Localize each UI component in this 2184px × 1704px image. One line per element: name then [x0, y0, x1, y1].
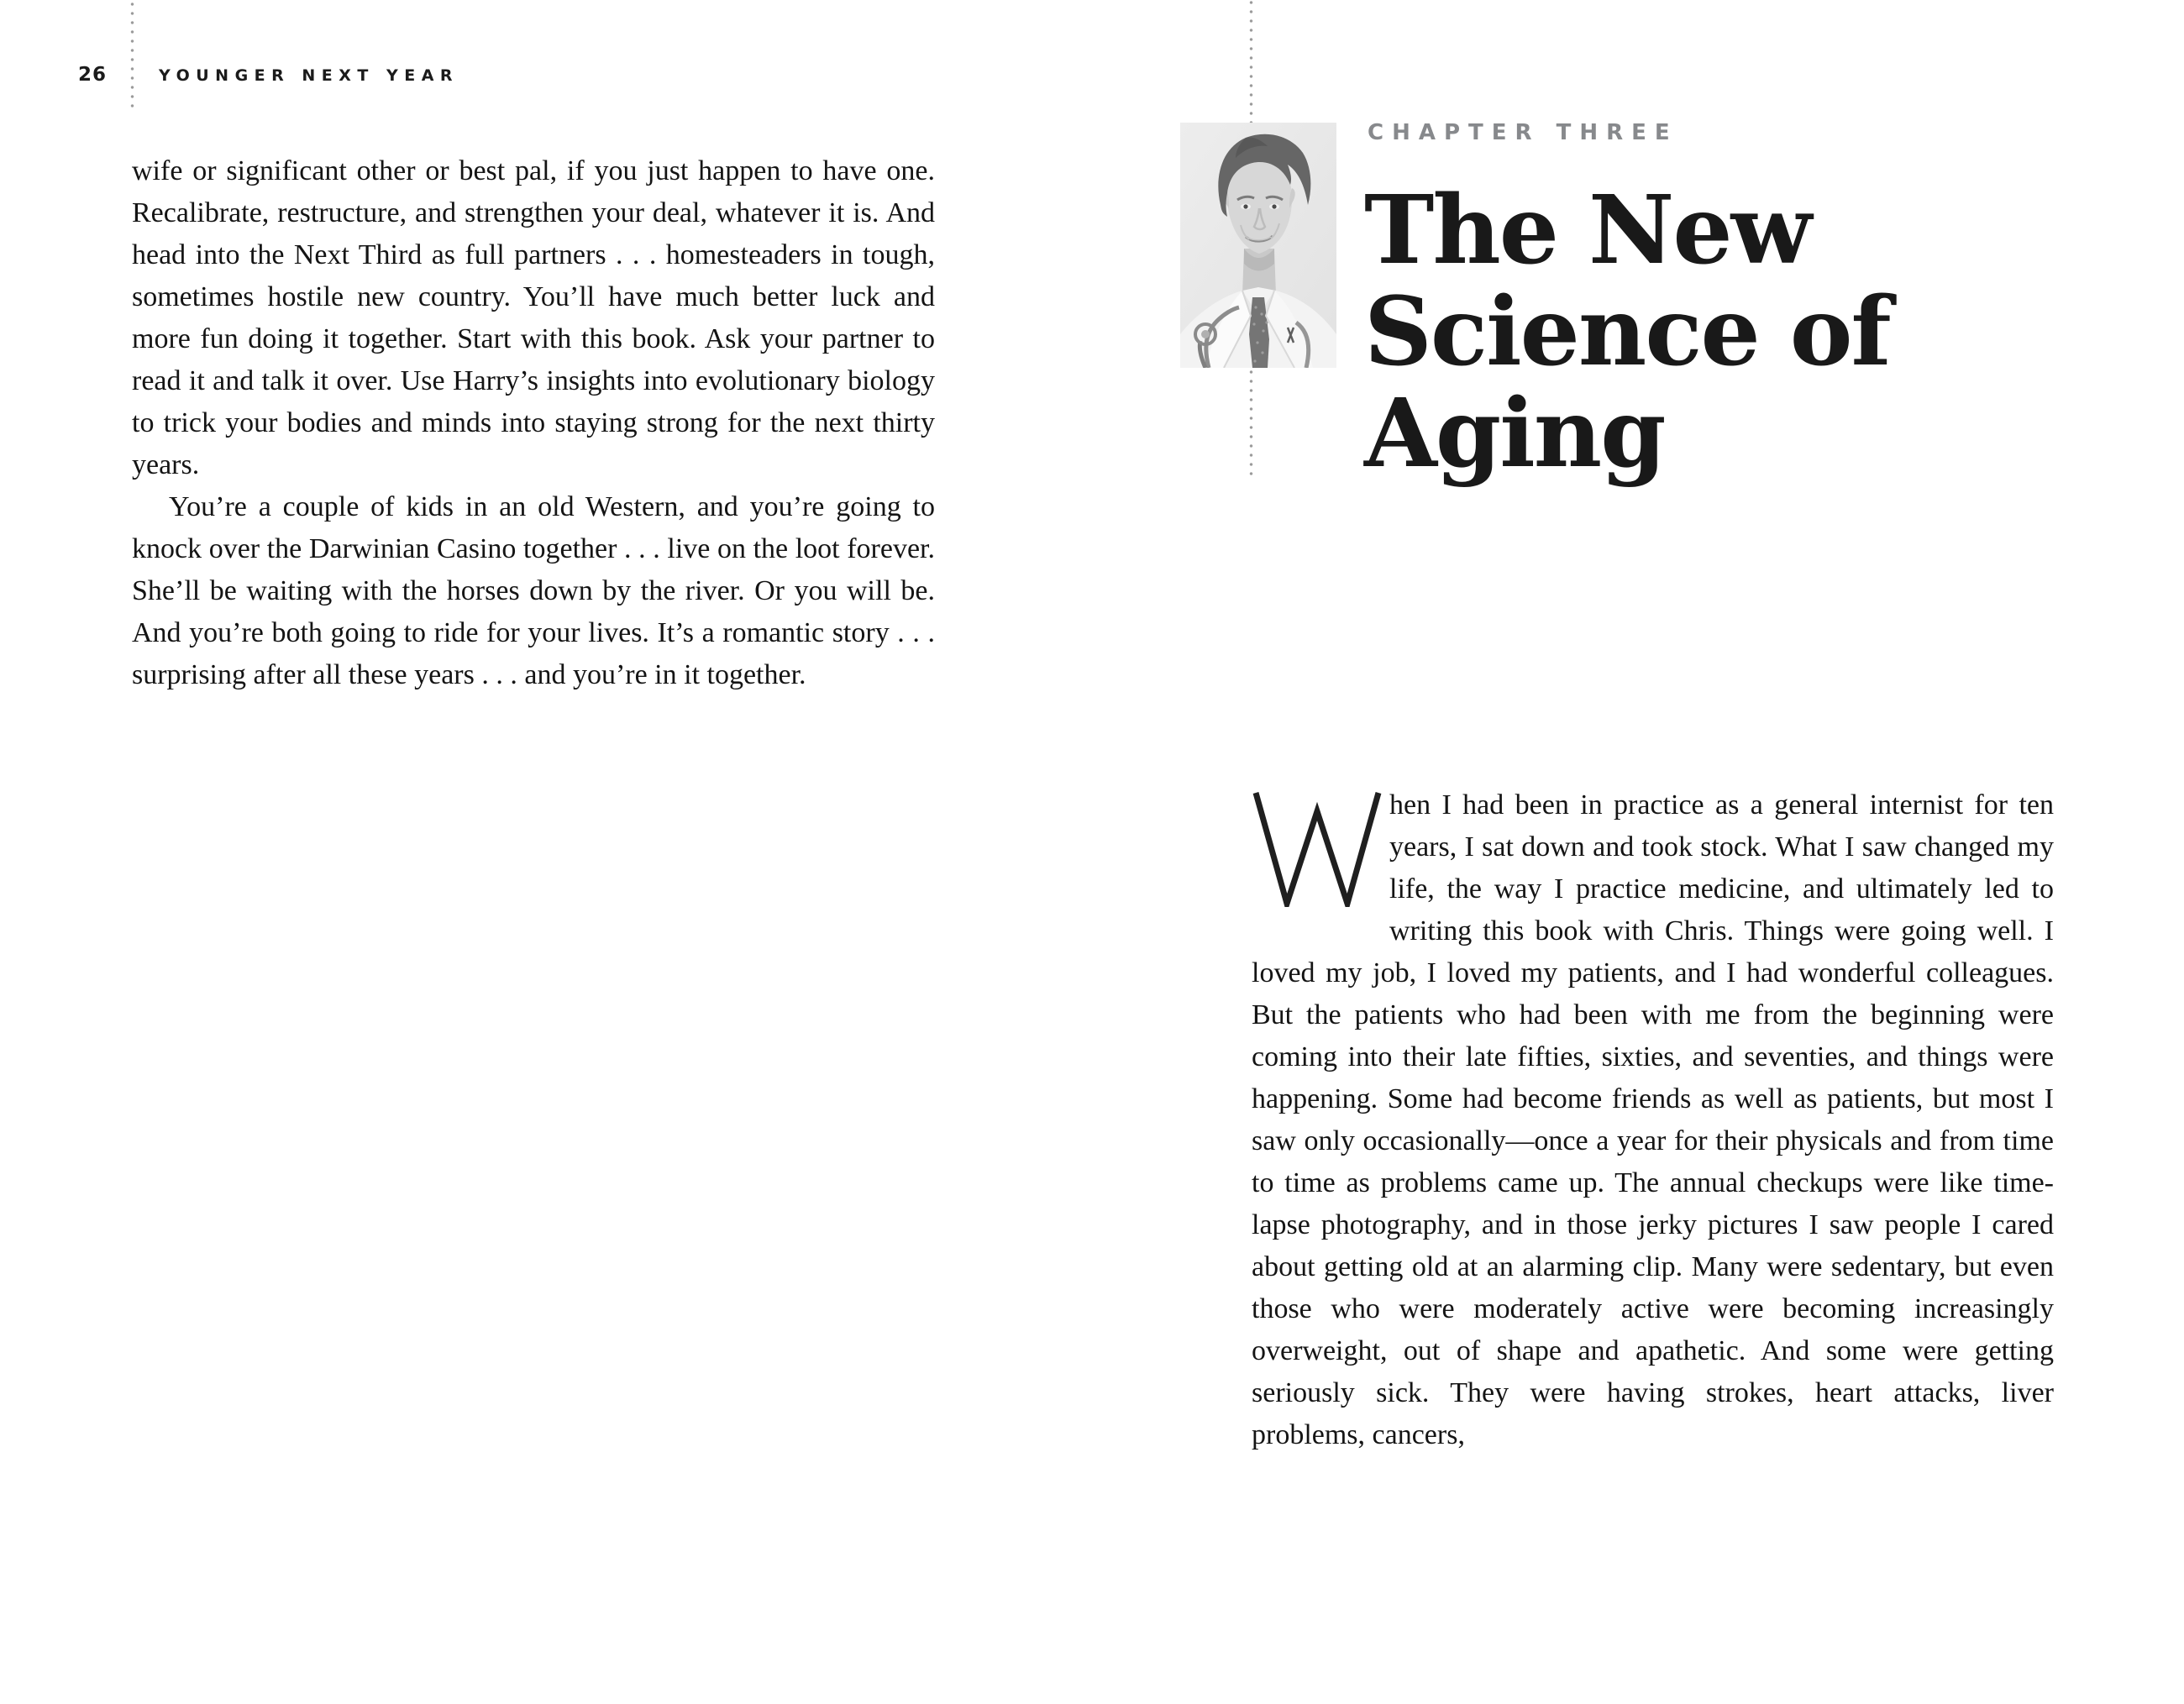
page-number: 26 [78, 64, 108, 86]
left-page-body [132, 150, 935, 696]
chapter-title-line-1: The New [1364, 176, 1811, 286]
drop-cap-w [1252, 789, 1389, 915]
chapter-title [1364, 176, 2120, 489]
right-paragraph-text: hen I had been in practice as a general internist for ten years, I sat down and took stock. What I saw changed my life, the way I practice medicine, and ultimately led to writing this book with Chris. Things were going well. I loved my job, I loved my patients, and I had wonderful colleagues. But the patients who had been with me from the beginning were coming into their late fifties, sixties, and seventies, and things were happening. Some had become friends as well as patients, but most I saw only occasionally—once a year for their physicals and from time to time as problems came up. The annual checkups were like time-lapse photography, and in those jerky pictures I saw people I cared about getting old at an alarming clip. Many were sedentary, but even those who were moderately active were becoming increasingly overweight, out of shape and apathetic. And some were getting seriously sick. They were having strokes, heart attacks, liver problems, cancers, [1252, 789, 2054, 1450]
right-page-body [1252, 784, 2054, 1456]
left-paragraph-1: wife or significant other or best pal, if you just happen to have one. Recalibrate, restructure, and strengthen your deal, whatever it is. And head into the Next Third as full partners . . . homesteaders in tough, sometimes hostile new country. You’ll have much better luck and more fun doing it together. Start with this book. Ask your partner to read it and talk it over. Use Harry’s insights into evolutionary biology to trick your bodies and minds into staying strong for the next thirty years. [132, 155, 935, 480]
running-header-title: YOUNGER NEXT YEAR [159, 66, 459, 85]
doctor-portrait-illustration [1180, 123, 1336, 368]
right-paragraph [1252, 784, 2054, 1456]
chapter-title-line-2: Science of [1364, 277, 1890, 387]
left-page-dotted-rule [130, 2, 134, 107]
chapter-title-line-3: Aging [1364, 379, 1665, 489]
drop-cap-w-glyph [1252, 789, 1383, 907]
chapter-label: CHAPTER THREE [1368, 120, 1678, 145]
doctor-portrait-photo [1180, 123, 1336, 368]
left-paragraph-2: You’re a couple of kids in an old Western, and you’re going to knock over the Darwinian Casino together . . . live on the loot forever. She’ll be waiting with the horses down by the river. Or you will be. And you’re both going to ride for your lives. It’s a romantic story . . . surprising after all these years . . . and you’re in it together. [132, 491, 935, 690]
